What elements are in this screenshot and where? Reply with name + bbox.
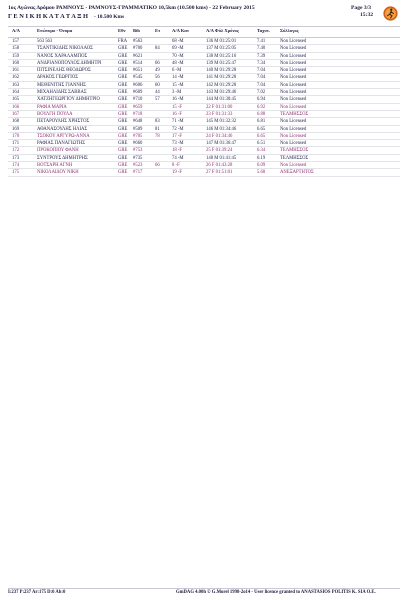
- table-row: [0, 45, 412, 52]
- cell-nationality: GRE: [118, 133, 128, 139]
- cell-speed: 7.40: [257, 46, 266, 52]
- cell-bib: #648: [133, 119, 143, 125]
- cell-name: ΑΝΔΡΙΑΝΟΠΟΥΛΟΣ ΔΗΜΗΤΡΙ: [37, 60, 102, 66]
- col-bib: Bib: [133, 28, 140, 33]
- cell-nationality: GRE: [118, 104, 128, 110]
- col-club: Σύλλογος: [280, 28, 299, 33]
- footer-divider: [8, 588, 400, 589]
- cell-bib: #514: [133, 60, 143, 66]
- col-gender-time: Α/Α Φύλ Χρόνος: [206, 28, 239, 33]
- cell-club: Non Licensed: [280, 126, 307, 132]
- cell-speed: 7.02: [257, 90, 266, 96]
- cell-position: 171: [12, 141, 20, 147]
- table-row: [0, 111, 412, 118]
- cell-nationality: GRE: [118, 170, 128, 176]
- cell-bib: #606: [133, 82, 143, 88]
- cell-club: Non Licensed: [280, 46, 307, 52]
- cell-position: 160: [12, 60, 20, 66]
- cell-speed: 7.04: [257, 75, 266, 81]
- cell-position: 169: [12, 126, 20, 132]
- cell-gender-time: 145 M 01:32:32: [206, 119, 237, 125]
- table-row: [0, 60, 412, 67]
- cell-name: ΠΙΤΣΙΝΕΛΗΣ ΘΕΟΔΩΡΟΣ: [37, 68, 91, 74]
- cell-speed: 6.94: [257, 97, 266, 103]
- cell-speed: 7.41: [257, 39, 266, 44]
- cell-category: 71 -M: [172, 119, 184, 125]
- cell-bib: #523: [133, 163, 143, 169]
- cell-gender-time: 26 F 01:43:28: [206, 163, 233, 169]
- col-nationality: Εθν: [118, 28, 126, 33]
- cell-nationality: GRE: [118, 46, 128, 52]
- cell-year: 56: [155, 75, 160, 81]
- cell-nationality: GRE: [118, 53, 128, 59]
- cell-club: Non Licensed: [280, 141, 307, 147]
- cell-gender-time: 143 M 01:29:46: [206, 90, 237, 96]
- cell-category: 70 -M: [172, 53, 184, 59]
- cell-speed: 6.34: [257, 148, 266, 154]
- cell-name: ΡΑΦΙΑ ΜΑΡΙΑ: [37, 104, 67, 110]
- cell-bib: #545: [133, 75, 143, 81]
- cell-speed: 6.92: [257, 104, 266, 110]
- cell-position: 161: [12, 68, 20, 74]
- cell-name: ΔΡΑΚΟΣ ΓΕΩΡΓΙΟΣ: [37, 75, 78, 81]
- cell-nationality: GRE: [118, 60, 128, 66]
- cell-nationality: GRE: [118, 119, 128, 125]
- cell-club: Non Licensed: [280, 39, 307, 44]
- cell-name: ΧΑΤΖΗΓΕΩΡΓΙΟΥ ΔΗΜΗΤΡΙΟ: [37, 97, 100, 103]
- cell-club: Non Licensed: [280, 163, 307, 169]
- cell-category: 73 -M: [172, 141, 184, 147]
- cell-speed: 6.09: [257, 163, 266, 169]
- cell-category: 16 -F: [172, 111, 183, 117]
- cell-category: 74 -M: [172, 155, 184, 161]
- header-divider: [8, 26, 400, 27]
- cell-club: ΤΕΛΜΗΣΣΟΣ: [280, 111, 309, 117]
- cell-year: 49: [155, 68, 160, 74]
- cell-gender-time: 147 M 01:36:47: [206, 141, 237, 147]
- col-position: Α/Α: [12, 28, 20, 33]
- cell-category: 17 -F: [172, 133, 183, 139]
- cell-gender-time: 146 M 01:34:46: [206, 126, 237, 132]
- cell-club: Non Licensed: [280, 82, 307, 88]
- cell-speed: 7.34: [257, 60, 266, 66]
- cell-nationality: GRE: [118, 82, 128, 88]
- table-row: [0, 147, 412, 154]
- cell-gender-time: 27 F 01:51:01: [206, 170, 233, 176]
- print-time: 15:32: [360, 12, 374, 18]
- cell-category: 69 -M: [172, 46, 184, 52]
- cell-year: 83: [155, 119, 160, 125]
- cell-club: Non Licensed: [280, 97, 307, 103]
- col-year: Ετ: [155, 28, 161, 33]
- cell-name: ΒΟΥΛΓΗ ΠΟΥΛΑ: [37, 111, 73, 117]
- table-row: [0, 89, 412, 96]
- ranking-title: Γ Ε Ν Ι Κ Η Κ Α Τ Α Τ Α Ξ Η: [8, 13, 88, 20]
- table-row: [0, 82, 412, 89]
- cell-position: 173: [12, 155, 20, 161]
- cell-year: 78: [155, 133, 160, 139]
- cell-gender-time: 138 M 01:25:16: [206, 53, 237, 59]
- cell-position: 157: [12, 39, 20, 44]
- cell-year: 81: [155, 126, 160, 132]
- header-title: 1ος Αγώνας Δρόμου ΡΑΜΝΟΥΣ - ΡΑΜΝΟΥΣ-ΓΡΑΜΜΑΤΙΚΟ 10,5km (10.500 kms) - 22 February 2015: [8, 5, 255, 11]
- cell-bib: #705: [133, 133, 143, 139]
- cell-club: Non Licensed: [280, 60, 307, 66]
- cell-name: ΜΕΘΕΝΙΤΗΣ ΓΙΑΝΝΗΣ: [37, 82, 86, 88]
- cell-category: 15 -M: [172, 82, 184, 88]
- cell-year: 57: [155, 97, 160, 103]
- cell-speed: 7.04: [257, 82, 266, 88]
- cell-position: 172: [12, 148, 20, 154]
- cell-speed: 7.39: [257, 53, 266, 59]
- cell-bib: #659: [133, 104, 143, 110]
- cell-position: 175: [12, 170, 20, 176]
- cell-name: 563 563: [37, 39, 53, 44]
- cell-nationality: GRE: [118, 97, 128, 103]
- col-category: Α/Α Κατ: [172, 28, 189, 33]
- cell-category: 8 -F: [172, 163, 180, 169]
- cell-position: 162: [12, 75, 20, 81]
- cell-gender-time: 139 M 01:25:47: [206, 60, 237, 66]
- cell-category: 16 -M: [172, 97, 184, 103]
- cell-gender-time: 144 M 01:30:45: [206, 97, 237, 103]
- col-name: Επώνυμο - Όνομα: [37, 28, 73, 33]
- cell-position: 170: [12, 133, 20, 139]
- table-row: [0, 133, 412, 140]
- cell-gender-time: 140 M 01:29:28: [206, 68, 237, 74]
- cell-bib: #509: [133, 126, 143, 132]
- cell-category: 3 -M: [172, 90, 182, 96]
- table-row: [0, 53, 412, 60]
- cell-gender-time: 141 M 01:29:28: [206, 75, 237, 81]
- cell-bib: #718: [133, 111, 143, 117]
- cell-position: 163: [12, 82, 20, 88]
- table-row: [0, 74, 412, 81]
- footer-stats: I:237 P:237 Ar:175 D:0 Ab:0: [8, 590, 66, 595]
- table-row: [0, 96, 412, 103]
- cell-category: 19 -F: [172, 170, 183, 176]
- cell-club: Non Licensed: [280, 119, 307, 125]
- cell-position: 168: [12, 119, 20, 125]
- cell-nationality: GRE: [118, 75, 128, 81]
- cell-speed: 6.65: [257, 133, 266, 139]
- cell-club: Non Licensed: [280, 104, 307, 110]
- cell-club: Non Licensed: [280, 75, 307, 81]
- cell-name: ΝΙΚΟΛΑΙΔΟΥ ΝΙΚΗ: [37, 170, 79, 176]
- page-number: Page 3/3: [351, 5, 372, 11]
- cell-position: 166: [12, 104, 20, 110]
- cell-nationality: GRE: [118, 68, 128, 74]
- row-divider: [8, 176, 400, 177]
- cell-gender-time: 22 F 01:31:00: [206, 104, 233, 110]
- cell-nationality: GRE: [118, 148, 128, 154]
- table-row: [0, 169, 412, 176]
- cell-name: ΡΑΦΙΑΣ ΠΑΝΑΓΙΩΤΗΣ: [37, 141, 85, 147]
- table-row: [0, 155, 412, 162]
- cell-club: ΤΕΛΜΗΣΣΟΣ: [280, 155, 309, 161]
- cell-bib: #753: [133, 148, 143, 154]
- cell-nationality: GRE: [118, 111, 128, 117]
- cell-name: ΒΟΤΣΑΡΗ ΑΓΝΗ: [37, 163, 73, 169]
- table-row: [0, 126, 412, 133]
- cell-category: 14 -M: [172, 75, 184, 81]
- table-row: [0, 67, 412, 74]
- cell-bib: #651: [133, 68, 143, 74]
- column-header-row: [0, 28, 412, 37]
- cell-name: ΠΡΟΚΟΠΙΟΥ ΦΑΝΗ: [37, 148, 79, 154]
- cell-bib: #700: [133, 46, 143, 52]
- cell-name: ΜΙΧΑΗΛΙΔΗΣ ΣΑΒΒΑΣ: [37, 90, 87, 96]
- cell-speed: 5.68: [257, 170, 266, 176]
- cell-name: ΝΑΝΟΣ ΧΑΡΑΛΑΜΠΟΣ: [37, 53, 88, 59]
- cell-gender-time: 25 F 01:39:24: [206, 148, 233, 154]
- runner-logo-icon: [383, 6, 398, 21]
- results-table: [0, 38, 412, 177]
- cell-position: 165: [12, 97, 20, 103]
- col-speed: Ταχυτ.: [257, 28, 270, 33]
- footer-licence: GmDAG 4.00h © G.Morel 1998-2o14 - User licence granted to ANASTASIOS POLITIS K. SIA O.E.: [176, 590, 376, 595]
- table-row: [0, 38, 412, 45]
- cell-nationality: GRE: [118, 126, 128, 132]
- cell-speed: 6.81: [257, 119, 266, 125]
- cell-club: Non Licensed: [280, 133, 307, 139]
- header-subtitle: [8, 13, 124, 20]
- cell-name: ΤΣΟΚΟΥ ΑΡΓΥΡΩ-ΑΝΝΑ: [37, 133, 90, 139]
- cell-nationality: GRE: [118, 163, 128, 169]
- cell-gender-time: 137 M 01:25:05: [206, 46, 237, 52]
- cell-name: ΤΣΑΝΤΙΚΙΔΗΣ ΝΙΚΟΛΑΟΣ: [37, 46, 93, 52]
- cell-gender-time: 148 M 01:41:45: [206, 155, 237, 161]
- cell-club: Non Licensed: [280, 68, 307, 74]
- cell-nationality: GRE: [118, 90, 128, 96]
- cell-speed: 6.65: [257, 126, 266, 132]
- cell-club: ΑΝΕΞΑΡΤΗΤΟΣ: [280, 170, 314, 176]
- cell-gender-time: 23 F 01:31:33: [206, 111, 233, 117]
- cell-bib: #609: [133, 90, 143, 96]
- cell-club: Non Licensed: [280, 90, 307, 96]
- cell-position: 167: [12, 111, 20, 117]
- cell-bib: #735: [133, 155, 143, 161]
- cell-year: 44: [155, 90, 160, 96]
- table-row: [0, 118, 412, 125]
- cell-bib: #621: [133, 53, 143, 59]
- cell-bib: #717: [133, 170, 143, 176]
- cell-name: ΣΥΝΤΡΟΥΣ ΔΗΜΗΤΡΗΣ: [37, 155, 88, 161]
- cell-category: 48 -M: [172, 60, 184, 66]
- cell-position: 158: [12, 46, 20, 52]
- cell-club: Non Licensed: [280, 53, 307, 59]
- cell-nationality: FRA: [118, 39, 128, 44]
- cell-position: 159: [12, 53, 20, 59]
- cell-speed: 6.88: [257, 111, 266, 117]
- cell-name: ΑΘΑΝΑΣΟΥΛΗΣ ΗΛΙΑΣ: [37, 126, 88, 132]
- cell-year: 66: [155, 163, 160, 169]
- cell-year: 60: [155, 82, 160, 88]
- cell-speed: 7.04: [257, 68, 266, 74]
- cell-year: 66: [155, 60, 160, 66]
- cell-position: 164: [12, 90, 20, 96]
- cell-gender-time: 142 M 01:29:28: [206, 82, 237, 88]
- cell-bib: #563: [133, 39, 143, 44]
- cell-gender-time: 24 F 01:34:46: [206, 133, 233, 139]
- cell-bib: #660: [133, 141, 143, 147]
- table-row: [0, 104, 412, 111]
- cell-category: 18 -F: [172, 148, 183, 154]
- cell-year: 84: [155, 46, 160, 52]
- cell-name: ΠΕΤΑΡΟΥΛΗΣ ΧΡΗΣΤΟΣ: [37, 119, 90, 125]
- cell-speed: 6.51: [257, 141, 266, 147]
- cell-nationality: GRE: [118, 141, 128, 147]
- cell-bib: #710: [133, 97, 143, 103]
- cell-category: 15 -F: [172, 104, 183, 110]
- cell-category: 72 -M: [172, 126, 184, 132]
- cell-category: 68 -M: [172, 39, 184, 44]
- cell-club: ΤΕΛΜΗΣΣΟΣ: [280, 148, 309, 154]
- cell-category: 6 -M: [172, 68, 182, 74]
- cell-gender-time: 136 M 01:25:01: [206, 39, 237, 44]
- cell-speed: 6.19: [257, 155, 266, 161]
- cell-nationality: GRE: [118, 155, 128, 161]
- table-row: [0, 162, 412, 169]
- distance-label: - 10.500 Kms: [93, 14, 125, 20]
- cell-position: 174: [12, 163, 20, 169]
- table-row: [0, 140, 412, 147]
